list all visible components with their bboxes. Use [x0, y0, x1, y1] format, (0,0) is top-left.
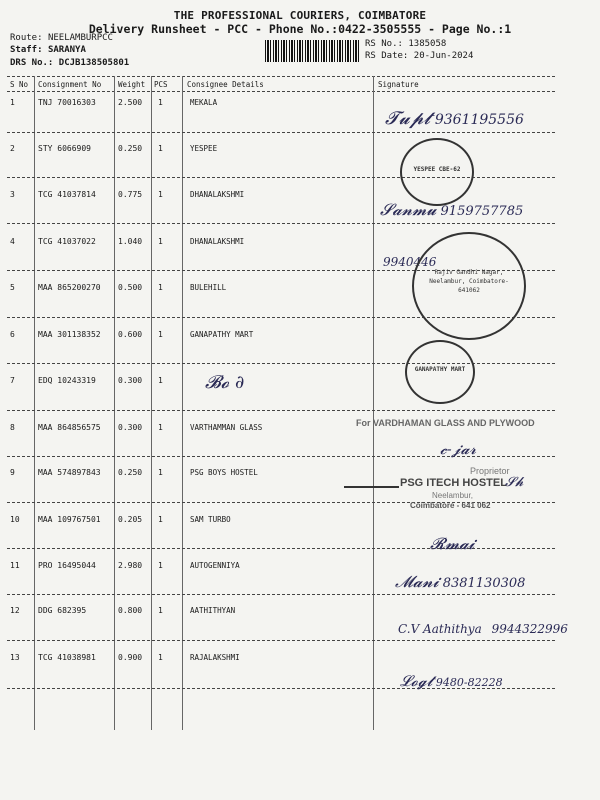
- signature-row9: 𝓢𝓱: [505, 475, 524, 490]
- row-sno: 8: [10, 423, 15, 432]
- row-pcs: 1: [158, 423, 163, 432]
- row-weight: 0.205: [118, 515, 143, 524]
- row-consignee: AATHITHYAN: [190, 606, 236, 615]
- row-consignment: EDQ 10243319: [38, 376, 96, 385]
- phone-row11: 8381130308: [442, 576, 526, 591]
- signature-row1: 𝓣𝓾𝓹𝓽 9361195556: [385, 108, 524, 129]
- phone-row3: 9159757785: [440, 204, 524, 219]
- rs-no-value: 1385058: [408, 39, 447, 49]
- row-consignee: MEKALA: [190, 98, 218, 107]
- row-sno: 7: [10, 376, 15, 385]
- table-row: [0, 330, 600, 376]
- row-pcs: 1: [158, 330, 163, 339]
- row-pcs: 1: [158, 468, 163, 477]
- col-header-signature: Signature: [378, 80, 419, 89]
- company-title: THE PROFESSIONAL COURIERS, COIMBATORE: [173, 9, 427, 22]
- row-weight: 0.775: [118, 190, 143, 199]
- row-consignment: TCG 41037814: [38, 190, 96, 199]
- row-consignment: DDG 682395: [38, 606, 87, 615]
- name-row12: C.V Aathithya: [398, 622, 482, 636]
- row-weight: 0.300: [118, 423, 143, 432]
- signature-row7: 𝓑𝓸 ∂: [205, 372, 245, 393]
- table-row: [0, 144, 600, 190]
- phone-row13: 9480-82228: [435, 676, 503, 689]
- rs-no-line: [365, 39, 446, 49]
- col-header-sno: S No: [10, 80, 29, 89]
- row-weight: 2.500: [118, 98, 143, 107]
- signature-stroke: [344, 486, 399, 488]
- row-weight: 0.800: [118, 606, 143, 615]
- row-sno: 4: [10, 237, 15, 246]
- row-consignee: YESPEE: [190, 144, 218, 153]
- row-weight: 0.250: [118, 468, 143, 477]
- rs-no-label: RS No.:: [365, 39, 403, 49]
- col-header-consignment: Consignment No: [38, 80, 102, 89]
- yespee-stamp: [400, 138, 474, 206]
- row-sno: 10: [10, 515, 20, 524]
- signature-row11: 𝓜𝓪𝓷𝓲 8381130308: [395, 572, 526, 591]
- psg-proprietor: Proprietor: [470, 466, 510, 476]
- table-row: [0, 515, 600, 561]
- col-header-weight: Weight: [118, 80, 146, 89]
- row-weight: 0.600: [118, 330, 143, 339]
- psg-stamp-addr2: Coimbatore - 641 062: [410, 501, 491, 510]
- row-consignment: TCG 41038981: [38, 653, 96, 662]
- psg-stamp-addr1: Neelambur,: [432, 491, 473, 500]
- row-sno: 12: [10, 606, 20, 615]
- phone-row1: 9361195556: [434, 112, 524, 128]
- drs-label: DRS No.:: [10, 58, 54, 68]
- row-sno: 2: [10, 144, 15, 153]
- row-consignment: MAA 301138352: [38, 330, 101, 339]
- row-sno: 6: [10, 330, 15, 339]
- row-consignee: AUTOGENNIYA: [190, 561, 240, 570]
- header-bottom-rule: [7, 91, 555, 92]
- staff-line: [10, 45, 86, 55]
- col-header-pcs: PCS: [154, 80, 168, 89]
- drs-line: [10, 58, 129, 68]
- row-weight: 2.980: [118, 561, 143, 570]
- row-consignment: MAA 865200270: [38, 283, 101, 292]
- row-pcs: 1: [158, 376, 163, 385]
- row-pcs: 1: [158, 653, 163, 662]
- row-consignment: MAA 109767501: [38, 515, 101, 524]
- row-consignee: GANAPATHY MART: [190, 330, 254, 339]
- row-pcs: 1: [158, 98, 163, 107]
- row-weight: 0.250: [118, 144, 143, 153]
- row-pcs: 1: [158, 190, 163, 199]
- signature-row3: 𝓢𝓪𝓷𝓶𝓾 9159757785: [380, 200, 524, 219]
- row-weight: 0.900: [118, 653, 143, 662]
- row-weight: 0.300: [118, 376, 143, 385]
- vardhaman-stamp: For VARDHAMAN GLASS AND PLYWOOD: [356, 418, 535, 428]
- phone-row12: 9944322996: [491, 622, 568, 636]
- row-rule: [7, 223, 555, 224]
- rs-date-line: [365, 51, 473, 61]
- row-sno: 11: [10, 561, 20, 570]
- row-sno: 3: [10, 190, 15, 199]
- staff-label: Staff:: [10, 45, 43, 55]
- staff-value: SARANYA: [47, 45, 86, 55]
- ganapathy-stamp-text: GANAPATHY MART: [414, 366, 466, 373]
- row-pcs: 1: [158, 561, 163, 570]
- signature-row13: 𝓛𝓸𝓰𝓽 9480-82228: [400, 672, 503, 690]
- route-label: Route:: [10, 33, 43, 43]
- table-row: [0, 653, 600, 699]
- row-consignee: DHANALAKSHMI: [190, 190, 245, 199]
- route-value: NEELAMBURPCC: [47, 33, 113, 43]
- barcode: [265, 40, 360, 62]
- table-row: [0, 376, 600, 422]
- row-consignee: DHANALAKSHMI: [190, 237, 245, 246]
- signature-row10: 𝓡𝓶𝓪𝓲: [430, 534, 475, 553]
- signature-row8: 𝓬-𝓳𝓪𝓻: [440, 440, 477, 458]
- rs-date-value: 20-Jun-2024: [413, 51, 474, 61]
- table-row: [0, 423, 600, 469]
- row-consignment: TCG 41037022: [38, 237, 96, 246]
- phone-row4: 9940446: [383, 255, 437, 269]
- row-pcs: 1: [158, 606, 163, 615]
- col-header-consignee: Consignee Details: [187, 80, 264, 89]
- psg-stamp-name: PSG ITECH HOSTEL: [400, 477, 507, 489]
- row-consignee: BULEHILL: [190, 283, 227, 292]
- row-consignee: VARTHAMMAN GLASS: [190, 423, 263, 432]
- row-sno: 5: [10, 283, 15, 292]
- row-rule: [7, 132, 555, 133]
- row-rule: [7, 410, 555, 411]
- row-consignee: RAJALAKSHMI: [190, 653, 240, 662]
- row-rule: [7, 594, 555, 595]
- row-consignment: STY 6066909: [38, 144, 91, 153]
- row-consignment: MAA 864856575: [38, 423, 101, 432]
- table-top-rule: [7, 76, 555, 77]
- row-sno: 13: [10, 653, 20, 662]
- ganapathy-stamp: [405, 340, 475, 404]
- rajiv-stamp-text: Rajiv Gandhi Nagar, Neelambur, Coimbatore-641062: [429, 269, 509, 294]
- runsheet-title: Delivery Runsheet - PCC - Phone No.:0422-3505555 - Page No.:1: [88, 22, 512, 36]
- row-pcs: 1: [158, 237, 163, 246]
- row-consignment: MAA 574897843: [38, 468, 101, 477]
- row-consignment: PRO 16495044: [38, 561, 96, 570]
- row-pcs: 1: [158, 515, 163, 524]
- row-weight: 1.040: [118, 237, 143, 246]
- row-sno: 1: [10, 98, 15, 107]
- row-rule: [7, 640, 555, 641]
- drs-value: DCJB138505801: [58, 58, 130, 68]
- row-consignment: TNJ 70016303: [38, 98, 96, 107]
- rs-date-label: RS Date:: [365, 51, 409, 61]
- row-pcs: 1: [158, 283, 163, 292]
- row-consignee: SAM TURBO: [190, 515, 231, 524]
- yespee-stamp-text: YESPEE CBE-62: [413, 166, 461, 173]
- rajiv-stamp: [412, 232, 526, 340]
- route-line: [10, 33, 113, 43]
- row-weight: 0.500: [118, 283, 143, 292]
- row-consignee: PSG BOYS HOSTEL: [190, 468, 258, 477]
- row-pcs: 1: [158, 144, 163, 153]
- signature-row12: [398, 622, 568, 636]
- row-sno: 9: [10, 468, 15, 477]
